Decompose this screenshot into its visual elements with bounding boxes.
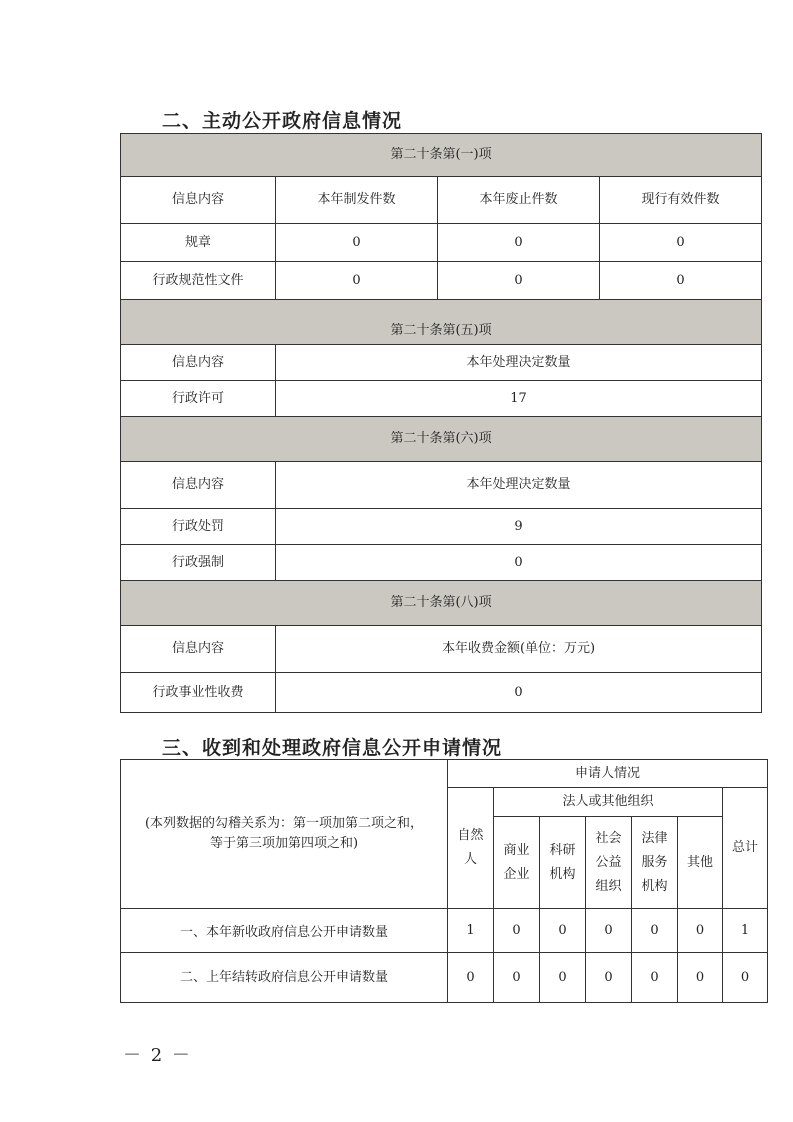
column-header: 本年处理决定数量 [276,345,762,381]
row-label: 行政强制 [121,545,276,581]
cell-value: 0 [276,262,438,300]
table-row [121,909,768,953]
table-row [121,545,762,581]
col-text: 公益 [595,854,622,870]
block8-columns-row [121,626,762,673]
cell-value: 0 [586,953,632,1003]
cell-value: 1 [448,909,494,953]
column-header: 现行有效件数 [600,177,762,224]
col-text: 机构 [549,866,576,882]
col-text: 商业 [503,842,530,858]
column-header: 本年处理决定数量 [276,462,762,509]
col-text: 社会 [595,830,622,846]
cell-value: 0 [276,673,762,713]
cell-value: 0 [600,262,762,300]
block5-columns-row [121,345,762,381]
cell-value: 0 [632,953,678,1003]
cell-value: 0 [494,953,540,1003]
col-text: 自然 [457,828,484,843]
cell-value: 1 [723,909,768,953]
applicant-header: 申请人情况 [448,760,768,788]
cell-value: 0 [276,545,762,581]
row-label: 行政事业性收费 [121,673,276,713]
cell-value: 0 [586,909,632,953]
cell-value: 0 [678,953,723,1003]
column-header: 本年收费金额(单位：万元) [276,626,762,673]
cell-value: 0 [540,909,586,953]
table-row [121,381,762,417]
table-row [121,673,762,713]
cell-value: 9 [276,509,762,545]
legal-header: 法人或其他组织 [494,788,723,817]
cell-value: 0 [600,224,762,262]
cell-value: 0 [438,262,600,300]
table-row [121,953,768,1003]
block6-columns-row [121,462,762,509]
cell-value: 0 [448,953,494,1003]
col-total: 总计 [723,788,768,909]
table-row [121,262,762,300]
block5-header-row [121,300,762,345]
col-business [494,817,540,909]
proactive-disclosure-table [120,133,762,713]
note-line-2: 等于第三项加第四项之和) [209,836,359,851]
block8-header-row [121,581,762,626]
applicant-header-row [121,760,768,788]
row-label: 规章 [121,224,276,262]
col-other: 其他 [678,817,723,909]
col-text: 组织 [595,878,622,894]
row-label: 行政处罚 [121,509,276,545]
column-header: 信息内容 [121,462,276,509]
block8-header: 第二十条第(八)项 [121,581,762,626]
col-text: 机构 [641,878,668,894]
table-row [121,509,762,545]
row-label: 一、本年新收政府信息公开申请数量 [121,909,448,953]
col-legal-service [632,817,678,909]
application-table [120,759,768,1003]
col-public-welfare [586,817,632,909]
cell-value: 0 [438,224,600,262]
col-natural-person [448,788,494,909]
note-line-1: (本列数据的勾稽关系为：第一项加第二项之和， [144,816,424,831]
cell-value: 0 [494,909,540,953]
page-number: － 2 － [123,1045,192,1066]
column-header: 信息内容 [121,345,276,381]
relationship-note [121,760,448,909]
block1-header: 第二十条第(一)项 [121,134,762,177]
col-text: 法律 [641,830,668,846]
col-text: 服务 [641,854,668,870]
col-text: 企业 [503,866,530,882]
cell-value: 0 [632,909,678,953]
column-header: 本年制发件数 [276,177,438,224]
block5-header: 第二十条第(五)项 [121,300,762,345]
cell-value: 17 [276,381,762,417]
column-header: 信息内容 [121,626,276,673]
block1-header-row [121,134,762,177]
block1-columns-row [121,177,762,224]
column-header: 本年废止件数 [438,177,600,224]
block6-header: 第二十条第(六)项 [121,417,762,462]
cell-value: 0 [723,953,768,1003]
column-header: 信息内容 [121,177,276,224]
table-row [121,224,762,262]
col-text: 科研 [549,842,576,858]
cell-value: 0 [276,224,438,262]
cell-value: 0 [540,953,586,1003]
cell-value: 0 [678,909,723,953]
block6-header-row [121,417,762,462]
row-label: 行政规范性文件 [121,262,276,300]
col-text: 人 [463,852,477,867]
col-research [540,817,586,909]
row-label: 二、上年结转政府信息公开申请数量 [121,953,448,1003]
section-2-title: 二、主动公开政府信息情况 [162,110,403,132]
row-label: 行政许可 [121,381,276,417]
section-3-title: 三、收到和处理政府信息公开申请情况 [162,737,503,759]
